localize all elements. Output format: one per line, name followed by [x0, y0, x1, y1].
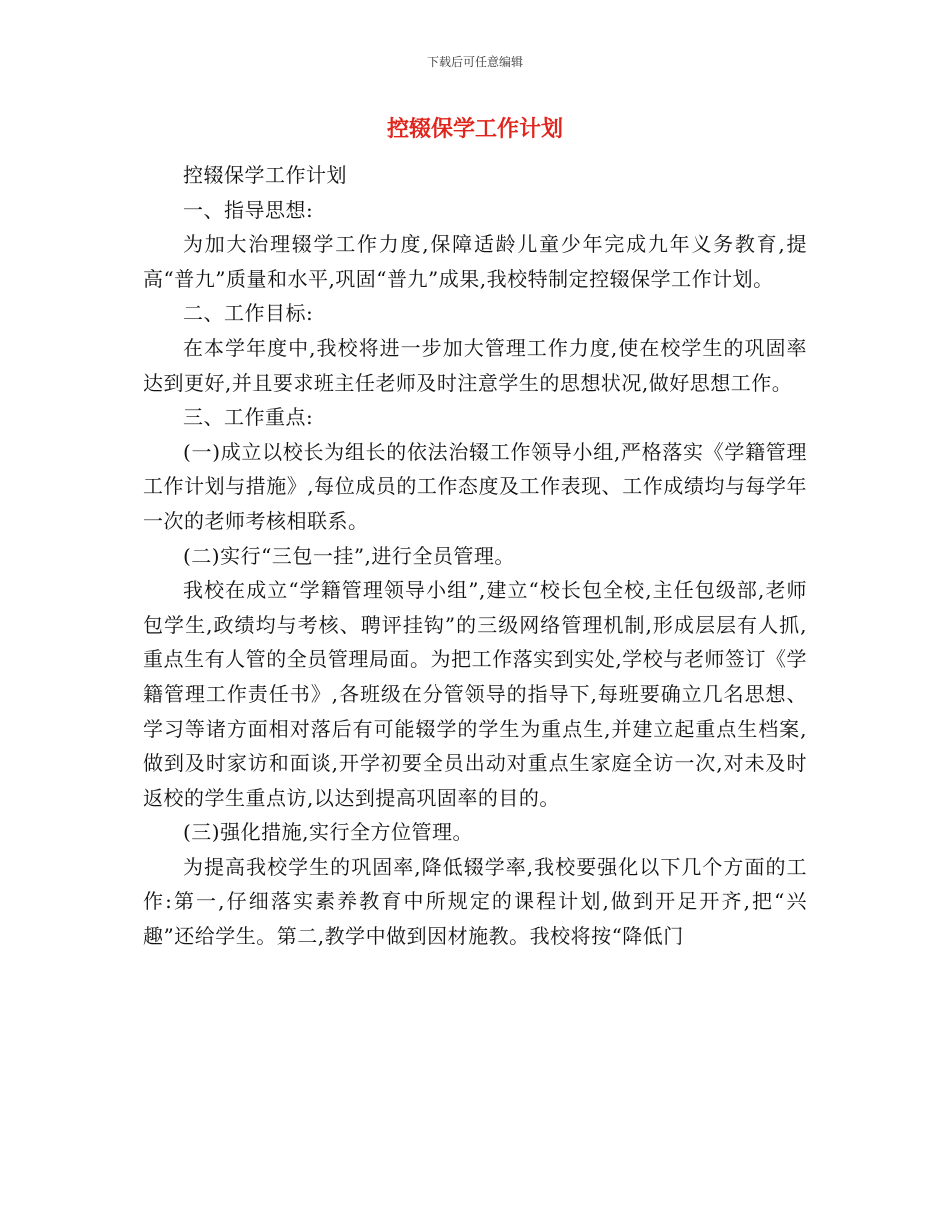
- paragraph: (三)强化措施,实行全方位管理。: [183, 820, 473, 845]
- paragraph: 我校在成立“学籍管理领导小组”,建立“校长包全校,主任包级部,老师包学生,政绩均与考核、聘评挂钩”的三级网络管理机制,形成层层有人抓,重点生有人管的全员管理局面。为把工作落实到实处,学校与老师签订《学籍管理工作责任书》,各班级在分管领导的指导下,每班要确立几名思想、学习等诸方面相对落后有可能辍学的学生为重点生,并建立起重点生档案,做到及时家访和面谈,开学初要全员出动对重点生家庭全访一次,对未及时返校的学生重点访,以达到提高巩固率的目的。: [143, 578, 807, 810]
- paragraph: (一)成立以校长为组长的依法治辍工作领导小组,严格落实《学籍管理工作计划与措施》,每位成员的工作态度及工作表现、工作成绩均与每学年一次的老师考核相联系。: [143, 439, 807, 533]
- paragraph-subtitle: 控辍保学工作计划: [183, 163, 347, 187]
- section-heading-work-focus: 三、工作重点:: [183, 405, 314, 430]
- header-note: 下载后可任意编辑: [426, 55, 523, 69]
- paragraph: 在本学年度中,我校将进一步加大管理工作力度,使在校学生的巩固率达到更好,并且要求班主任老师及时注意学生的思想状况,做好思想工作。: [143, 335, 807, 395]
- document-title: 控辍保学工作计划: [386, 116, 563, 142]
- section-heading-work-goal: 二、工作目标:: [183, 301, 314, 326]
- section-heading-guiding-thought: 一、指导思想:: [183, 197, 314, 222]
- paragraph: 为提高我校学生的巩固率,降低辍学率,我校要强化以下几个方面的工作:第一,仔细落实素养教育中所规定的课程计划,做到开足开齐,把“兴趣”还给学生。第二,教学中做到因材施教。我校将按“降低门: [143, 854, 807, 949]
- paragraph: 为加大治理辍学工作力度,保障适龄儿童少年完成九年义务教育,提高“普九”质量和水平,巩固“普九”成果,我校特制定控辍保学工作计划。: [143, 232, 807, 291]
- document-body: [143, 158, 807, 954]
- paragraph: (二)实行“三包一挂”,进行全员管理。: [183, 543, 515, 568]
